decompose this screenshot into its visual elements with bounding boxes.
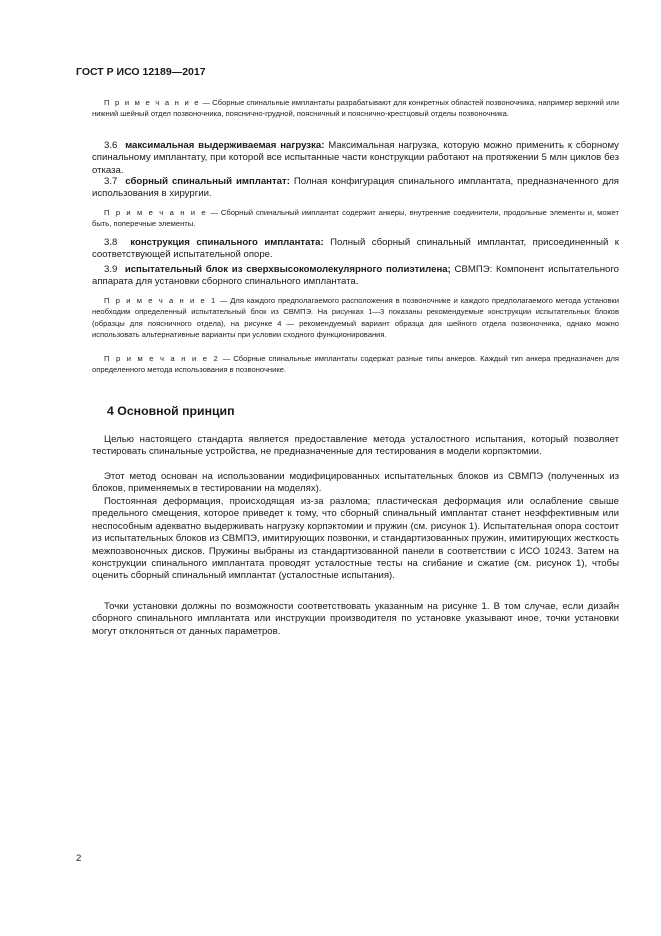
- definition-3-7: [92, 176, 619, 201]
- note-text: — Для каждого предполагаемого расположения в позвоночнике и каждого предполагаемого метода установки необходим определенный испытательный блок из СВМПЭ. На рисунках 1—3 показаны рекомендуемые конструкции испытательных блоков (образцы для поясничного отдела), на рисунке 4 — рекомендуемый вариант образца для шейного отдела позвоночника, однако можно использовать альтернативные варианты при условии сходного функционирования.: [92, 296, 619, 340]
- definition-term: сборный спинальный имплантат:: [125, 176, 290, 187]
- note-label: П р и м е ч а н и е 1: [104, 296, 217, 305]
- definition-3-8: [92, 237, 619, 262]
- note-label: П р и м е ч а н и е 2: [104, 354, 220, 363]
- note-3-9-2: [92, 353, 619, 376]
- definition-number: 3.7: [104, 176, 118, 187]
- note-text: — Сборные спинальные имплантаты содержат разные типы анкеров. Каждый тип анкера предназначен для определенного метода использования в позвоночнике.: [92, 354, 619, 375]
- definition-text: СВМПЭ: Компонент испытательного аппарата для установки сборного спинального имплантата.: [92, 264, 619, 288]
- section-4-paragraph: Этот метод основан на использовании модифицированных испытательных блоков из СВМПЭ (полученных из блоков, применяемых в тестировании на моделях).: [92, 471, 619, 495]
- section-4-heading: 4 Основной принцип: [107, 404, 235, 418]
- note-3-9-1: [92, 295, 619, 341]
- definition-3-9: [92, 264, 619, 289]
- definition-term: конструкция спинального имплантата:: [130, 237, 324, 248]
- note-label: П р и м е ч а н и е: [104, 98, 201, 107]
- definition-3-6: [92, 140, 619, 177]
- definition-text: Максимальная нагрузка, которую можно применить к сборному спинальному имплантату, при которой все испытанные части конструкции работают на протяжении 5 млн циклов без отказа.: [92, 140, 619, 176]
- page-number: 2: [76, 853, 82, 864]
- section-4-paragraph: Целью настоящего стандарта является предоставление метода усталостного испытания, который позволяет тестировать спинальные устройства, не предназначенные для тестирования в модели корпэктомии.: [92, 434, 619, 458]
- note-3-5: [92, 97, 619, 120]
- note-text: — Сборные спинальные имплантаты разрабатывают для конкретных областей позвоночника, например верхний или нижний шейный отдел позвоночника, пояснично-грудной, поясничный и пояснично-крестцовый отделы позвоночника.: [92, 98, 619, 119]
- document-header: ГОСТ Р ИСО 12189—2017: [76, 66, 206, 78]
- definition-text: Полный сборный спинальный имплантат, присоединенный к соответствующей испытательной опоре.: [92, 237, 619, 261]
- note-label: П р и м е ч а н и е: [104, 208, 208, 217]
- definition-number: 3.6: [104, 140, 118, 151]
- definition-text: Полная конфигурация спинального имплантата, предназначенного для использования в хирургии.: [92, 176, 619, 200]
- definition-term: испытательный блок из сверхвысокомолекулярного полиэтилена;: [124, 264, 451, 275]
- definition-number: 3.9: [104, 264, 118, 275]
- section-4-paragraph: Постоянная деформация, происходящая из-за разлома; пластическая деформация или ослабление свыше предельного смещения, которое приведет к тому, что сборный спинальный имплантат станет неэффективным или неспособным адекватно выдерживать нагрузку корпэктомии и пружин (см. рисунок 1). Испытательная опора состоит из испытательных блоков из СВМПЭ, имитирующих позвонки, и стандартизованных пружин, имитирующих жесткость межпозвоночных дисков. Пружины выбраны из стандартизованной панели в соответствии с ИСО 10243. Затем на конструкции спинального имплантата проводят усталостные тесты на сгибание и сжатие (см. рисунок 1), чтобы оценить сборный спинальный имплантат (усталостные испытания).: [92, 496, 619, 582]
- note-text: — Сборный спинальный имплантат содержит анкеры, внутренние соединители, продольные элементы и, может быть, поперечные элементы.: [92, 208, 619, 229]
- definition-number: 3.8: [104, 237, 118, 248]
- section-4-paragraph: Точки установки должны по возможности соответствовать указанным на рисунке 1. В том случае, если дизайн сборного спинального имплантата или инструкции производителя по установке указывают иное, точки установки могут отклоняться от данных параметров.: [92, 601, 619, 637]
- note-3-7: [92, 207, 619, 230]
- definition-term: максимальная выдерживаемая нагрузка:: [125, 140, 325, 151]
